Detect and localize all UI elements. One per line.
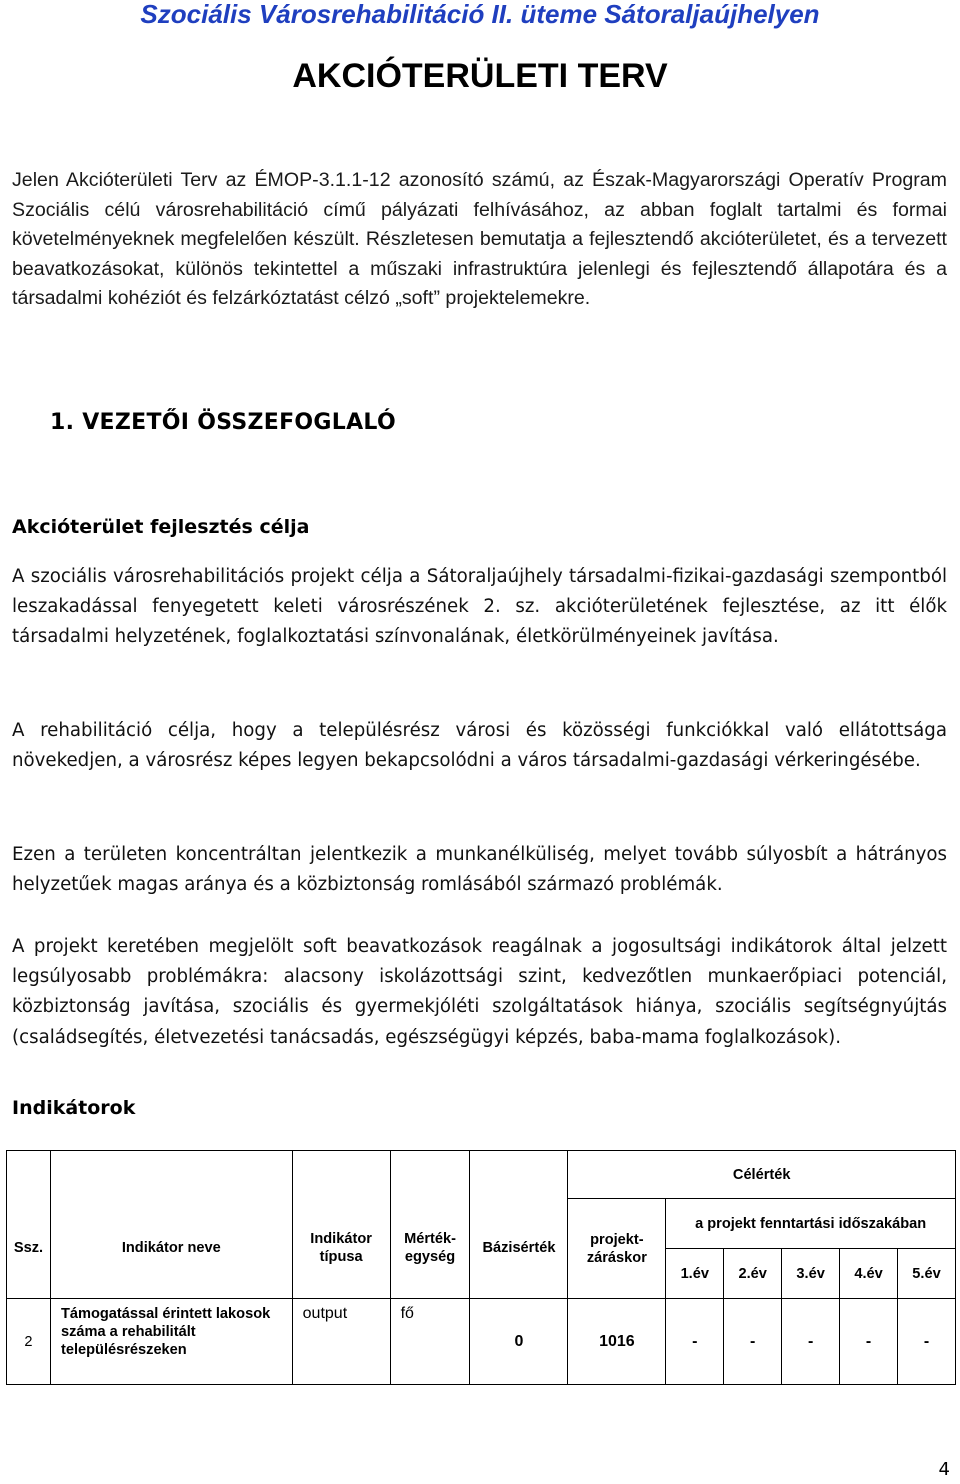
body-paragraph-2: A rehabilitáció célja, hogy a településrész városi és közösségi funkciókkal való ellátottsága növekedjen, a városrész képes legyen bekapcsolódni a város társadalmi-gazdasági vérkeringésébe. bbox=[12, 720, 947, 772]
indicators-heading: Indikátorok bbox=[12, 1097, 136, 1119]
body-paragraph-3: Ezen a területen koncentráltan jelentkezik a munkanélküliség, melyet tovább súlyosbít a hátrányos helyzetűek magas aránya és a közbiztonság romlásából származó problémák. bbox=[12, 844, 947, 896]
header-year-3: 3.év bbox=[782, 1249, 840, 1299]
subsection-heading: Akcióterület fejlesztés célja bbox=[12, 516, 310, 538]
header-base-value: Bázisérték bbox=[470, 1199, 568, 1299]
section-heading: 1. VEZETŐI ÖSSZEFOGLALÓ bbox=[50, 410, 396, 435]
intro-paragraph: Jelen Akcióterületi Terv az ÉMOP-3.1.1-12 azonosító számú, az Észak-Magyarországi Operatív Program Szociális célú városrehabilitáció című pályázati felhívásához, az abban foglalt tartalmi és formai követelményeknek megfelelően készült. Részletesen bemutatja a fejlesztendő akcióterületet, és a tervezett beavatkozásokat, különös tekintettel a műszaki infrastruktúra jelenlegi és fejlesztendő állapotára és a társadalmi kohéziót és felzárkóztatást célzó „soft” projektelemekre. bbox=[12, 169, 947, 309]
table-header-cell bbox=[292, 1151, 390, 1199]
header-year-1: 1.év bbox=[666, 1249, 724, 1299]
project-title: Szociális Városrehabilitáció II. üteme Sátoraljaújhelyen bbox=[140, 0, 820, 29]
header-unit: Mérték-egység bbox=[390, 1199, 470, 1299]
indicators-table bbox=[6, 1150, 956, 1385]
cell-unit: fő bbox=[390, 1299, 470, 1385]
table-row bbox=[7, 1299, 956, 1385]
page-number: 4 bbox=[938, 1459, 950, 1480]
header-target-value: Célérték bbox=[568, 1151, 956, 1199]
header-year-5: 5.év bbox=[898, 1249, 956, 1299]
cell-year-4: - bbox=[840, 1299, 898, 1385]
cell-project-close: 1016 bbox=[568, 1299, 666, 1385]
cell-ssz: 2 bbox=[7, 1299, 51, 1385]
header-indicator-type: Indikátor típusa bbox=[292, 1199, 390, 1299]
table-header-cell bbox=[390, 1151, 470, 1199]
table-header-cell bbox=[470, 1151, 568, 1199]
cell-year-1: - bbox=[666, 1299, 724, 1385]
cell-indicator-type: output bbox=[292, 1299, 390, 1385]
header-year-4: 4.év bbox=[840, 1249, 898, 1299]
cell-year-3: - bbox=[782, 1299, 840, 1385]
header-year-2: 2.év bbox=[724, 1249, 782, 1299]
cell-indicator-name: Támogatással érintett lakosok száma a rehabilitált településrészeken bbox=[50, 1299, 292, 1385]
body-paragraph-1: A szociális városrehabilitációs projekt célja a Sátoraljaújhely társadalmi-fizikai-gazdasági szempontból leszakadással fenyegetett keleti városrészének 2. sz. akcióterületének fejlesztése, az itt élők társadalmi helyzetének, foglalkoztatási színvonalának, életkörülményeinek javítása. bbox=[12, 566, 947, 648]
table-header-cell bbox=[7, 1151, 51, 1199]
cell-base-value: 0 bbox=[470, 1299, 568, 1385]
cell-year-5: - bbox=[898, 1299, 956, 1385]
cell-year-2: - bbox=[724, 1299, 782, 1385]
header-sustain-period: a projekt fenntartási időszakában bbox=[666, 1199, 956, 1249]
header-project-close: projekt-záráskor bbox=[568, 1199, 666, 1299]
header-indicator-name: Indikátor neve bbox=[50, 1199, 292, 1299]
body-paragraph-4: A projekt keretében megjelölt soft beavatkozások reagálnak a jogosultsági indikátorok által jelzett legsúlyosabb problémákra: alacsony iskolázottsági szint, kedvezőtlen munkaerőpiaci potenciál, közbiztonság javítása, szociális és gyermekjóléti szolgáltatások hiánya, szociális segítségnyújtás (családsegítés, életvezetési tanácsadás, egészségügyi képzés, baba-mama foglalkozások). bbox=[12, 936, 947, 1048]
document-title: AKCIÓTERÜLETI TERV bbox=[292, 57, 668, 95]
table-header-cell bbox=[50, 1151, 292, 1199]
header-ssz: Ssz. bbox=[7, 1199, 51, 1299]
